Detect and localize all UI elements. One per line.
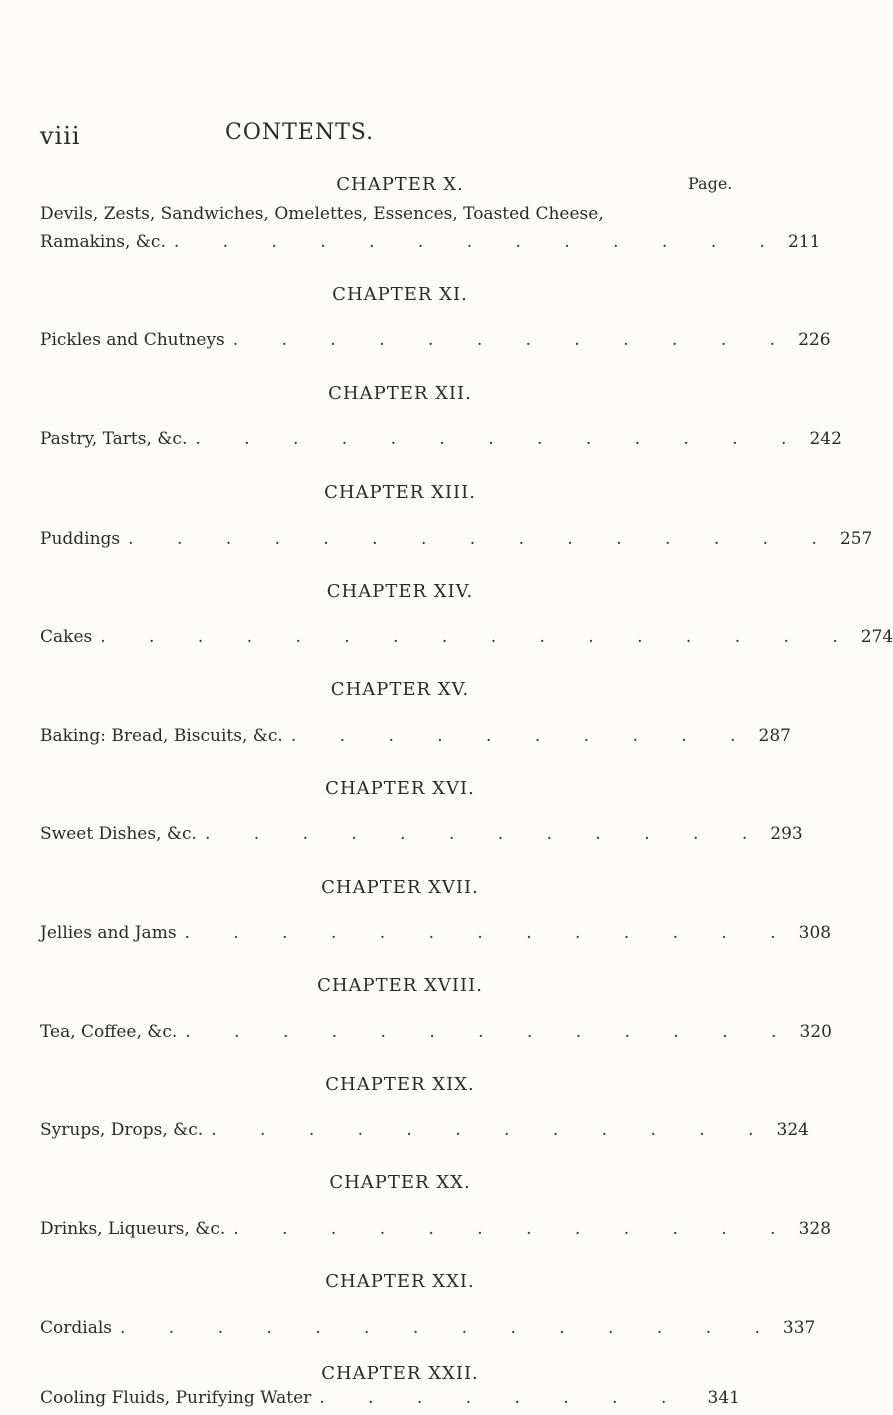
entry-title: Cordials <box>40 1318 112 1338</box>
chapter-title-line: Devils, Zests, Sandwiches, Omelettes, Essences, Toasted Cheese, <box>40 204 604 224</box>
chapter-heading: CHAPTER XXI. <box>325 1271 475 1292</box>
chapter-heading: CHAPTER XVII. <box>321 877 479 898</box>
page-ref: 257 <box>839 529 873 549</box>
chapter-heading: CHAPTER XIV. <box>326 581 474 602</box>
dot-leader: . . . . . . . . . . . . . <box>184 923 795 943</box>
entry-title: Sweet Dishes, &c. <box>40 824 197 844</box>
page-ref: 337 <box>782 1318 816 1338</box>
toc-entry <box>40 330 831 350</box>
toc-entry <box>40 1388 740 1408</box>
page-number: viii <box>40 122 81 150</box>
chapter-heading: CHAPTER XXII. <box>321 1363 479 1384</box>
page-ref: 324 <box>776 1120 809 1140</box>
dot-leader: . . . . . . . . . . <box>290 726 755 746</box>
entry-title: Pastry, Tarts, &c. <box>40 429 188 449</box>
toc-entry <box>40 1120 809 1140</box>
dot-leader: . . . . . . . . . . . . . . . . <box>100 627 857 647</box>
toc-entry <box>40 824 803 844</box>
page-ref: 287 <box>758 726 791 746</box>
page-ref: 242 <box>809 429 842 449</box>
entry-title: Cakes <box>40 627 93 647</box>
entry-title: Drinks, Liqueurs, &c. <box>40 1219 226 1239</box>
entry-title: Syrups, Drops, &c. <box>40 1120 204 1140</box>
dot-leader: . . . . . . . . . . . . <box>232 330 795 350</box>
dot-leader: . . . . . . . . . . . . <box>233 1219 795 1239</box>
running-title: CONTENTS. <box>225 120 375 145</box>
dot-leader: . . . . . . . . . . . . . . . <box>128 529 836 549</box>
chapter-heading: CHAPTER X. <box>336 174 464 195</box>
page-ref: 320 <box>799 1022 832 1042</box>
page-ref: 308 <box>798 923 832 943</box>
entry-title: Tea, Coffee, &c. <box>40 1022 178 1042</box>
entry-title: Jellies and Jams <box>40 923 177 943</box>
chapter-heading: CHAPTER XVIII. <box>317 975 483 996</box>
toc-entry <box>40 429 842 449</box>
chapter-heading: CHAPTER XIII. <box>324 482 476 503</box>
page-ref: 274 <box>860 627 893 647</box>
entry-title: Ramakins, &c. <box>40 232 166 252</box>
dot-leader: . . . . . . . . . . . . <box>204 824 767 844</box>
toc-entry <box>40 529 873 549</box>
entry-title: Pickles and Chutneys <box>40 330 225 350</box>
entry-title: Cooling Fluids, Purifying Water <box>40 1388 312 1408</box>
dot-leader: . . . . . . . . <box>319 1388 686 1408</box>
toc-entry <box>40 232 821 252</box>
page-ref: 293 <box>770 824 803 844</box>
chapter-heading: CHAPTER XVI. <box>325 778 475 799</box>
dot-leader: . . . . . . . . . . . . . . <box>119 1318 779 1338</box>
chapter-heading: CHAPTER XI. <box>332 284 468 305</box>
chapter-heading: CHAPTER XV. <box>330 679 470 700</box>
entry-title: Baking: Bread, Biscuits, &c. <box>40 726 283 746</box>
chapter-heading: CHAPTER XIX. <box>325 1074 475 1095</box>
toc-entry <box>40 726 791 746</box>
dot-leader: . . . . . . . . . . . . . <box>195 429 806 449</box>
dot-leader: . . . . . . . . . . . . <box>211 1120 773 1140</box>
toc-entry <box>40 923 832 943</box>
dot-leader: . . . . . . . . . . . . . <box>173 232 784 252</box>
page-ref: 328 <box>798 1219 832 1239</box>
chapter-heading: CHAPTER XII. <box>328 383 472 404</box>
chapter-heading: CHAPTER XX. <box>329 1172 471 1193</box>
toc-entry <box>40 627 893 647</box>
toc-entry <box>40 1318 816 1338</box>
toc-entry <box>40 1219 832 1239</box>
dot-leader: . . . . . . . . . . . . . <box>185 1022 796 1042</box>
entry-title: Puddings <box>40 529 121 549</box>
page-column-label: Page. <box>688 174 733 193</box>
page-ref: 211 <box>787 232 821 252</box>
page-ref: 226 <box>798 330 831 350</box>
page-ref: 341 <box>707 1388 740 1408</box>
toc-entry <box>40 1022 832 1042</box>
